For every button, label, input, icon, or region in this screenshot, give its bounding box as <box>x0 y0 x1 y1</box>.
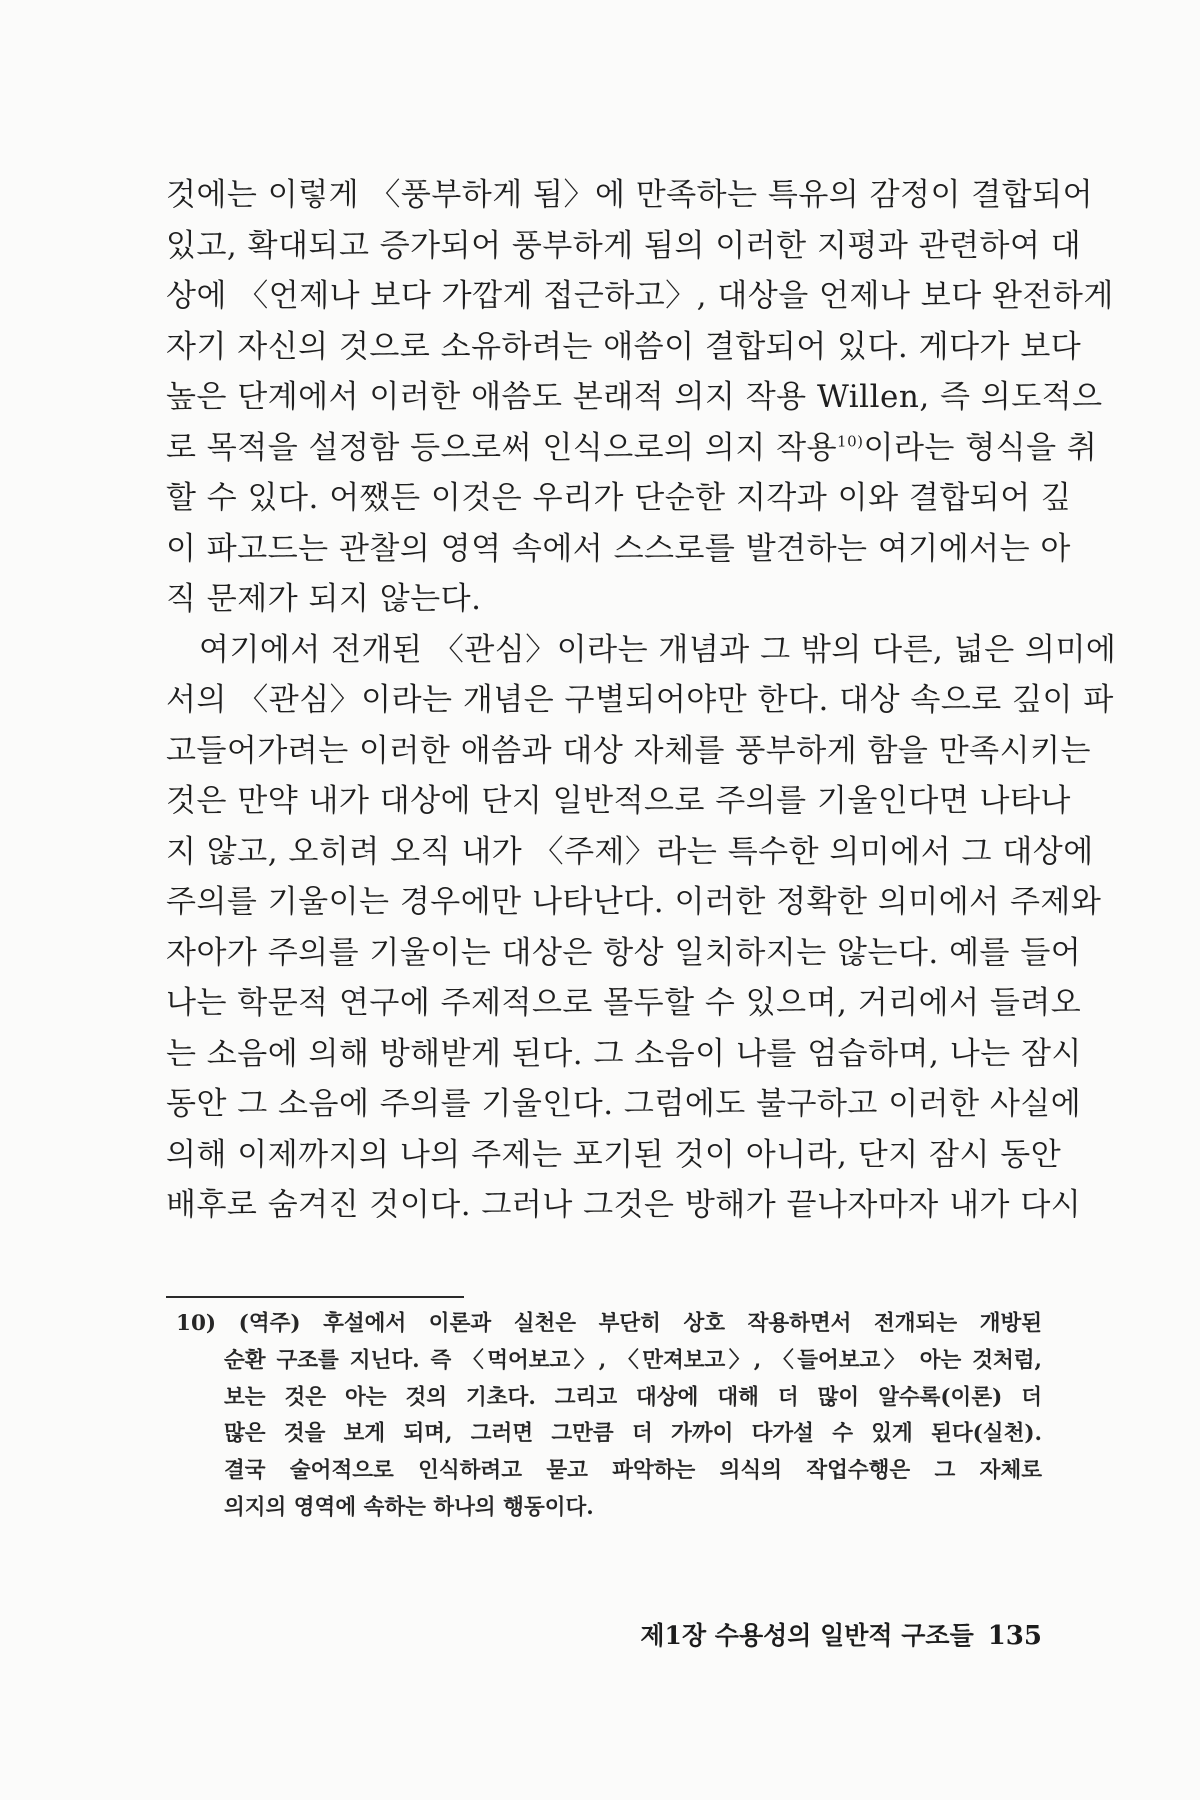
paragraph-start-line: 여기에서 전개된 〈관심〉이라는 개념과 그 밖의 다른, 넓은 의미에 <box>199 631 1117 668</box>
text-line: 동안 그 소음에 주의를 기울인다. 그럼에도 불구하고 이러한 사실에 <box>166 1086 1082 1122</box>
text-line: 상에 〈언제나 보다 가깝게 접근하고〉, 대상을 언제나 보다 완전하게 <box>166 278 1114 314</box>
text-line: 고들어가려는 이러한 애씀과 대상 자체를 풍부하게 함을 만족시키는 <box>166 732 1091 769</box>
chapter-title: 제1장 수용성의 일반적 구조들 <box>640 1621 974 1650</box>
text-line: 배후로 숨겨진 것이다. 그러나 그것은 방해가 끝나자마자 내가 다시 <box>166 1187 1082 1223</box>
text-line: 있고, 확대되고 증가되어 풍부하게 됨의 이러한 지평과 관련하여 대 <box>166 227 1082 264</box>
text-line: 주의를 기울이는 경우에만 나타난다. 이러한 정확한 의미에서 주제와 <box>166 884 1102 920</box>
text-line: 의해 이제까지의 나의 주제는 포기된 것이 아니라, 단지 잠시 동안 <box>166 1136 1062 1173</box>
text-line: 직 문제가 되지 않는다. <box>166 581 482 617</box>
footnote-line: 결국 술어적으로 인식하려고 묻고 파악하는 의식의 작업수행은 그 자체로 <box>224 1458 1042 1484</box>
footnote-line: 순환 구조를 지닌다. 즉 〈먹어보고〉, 〈만져보고〉, 〈들어보고〉 아는 것처럼, <box>224 1347 1042 1373</box>
page-number: 135 <box>987 1621 1042 1651</box>
text-line: 서의 〈관심〉이라는 개념은 구별되어야만 한다. 대상 속으로 깊이 파 <box>166 682 1114 718</box>
text-line: 는 소음에 의해 방해받게 된다. 그 소음이 나를 엄습하며, 나는 잠시 <box>166 1035 1082 1072</box>
text-line-with-footnote-ref <box>166 423 1098 474</box>
footnote-line: 보는 것은 아는 것의 기초다. 그리고 대상에 대해 더 많이 알수록(이론) 더 <box>224 1384 1042 1410</box>
text-line: 할 수 있다. 어쨌든 이것은 우리가 단순한 지각과 이와 결합되어 깊 <box>166 480 1072 516</box>
text-line: 것에는 이렇게 〈풍부하게 됨〉에 만족하는 특유의 감정이 결합되어 <box>166 177 1094 213</box>
text-line: 자아가 주의를 기울이는 대상은 항상 일치하지는 않는다. 예를 들어 <box>166 934 1082 971</box>
footnote-block <box>176 1306 1042 1527</box>
running-footer <box>622 1616 1042 1652</box>
main-text <box>166 170 1117 1231</box>
text-line: 자기 자신의 것으로 소유하려는 애씀이 결합되어 있다. 게다가 보다 <box>166 328 1082 365</box>
text-line: 높은 단계에서 이러한 애씀도 본래적 의지 작용 Willen, 즉 의도적으 <box>166 379 1103 415</box>
footnote-line: 많은 것을 보게 되며, 그러면 그만큼 더 가까이 다가설 수 있게 된다(실천). <box>224 1421 1042 1447</box>
text-line: 이 파고드는 관찰의 영역 속에서 스스로를 발견하는 여기에서는 아 <box>166 530 1071 567</box>
text-fragment: 이라는 형식을 취 <box>863 429 1098 466</box>
footnote-reference: 10) <box>837 432 864 451</box>
text-line: 나는 학문적 연구에 주제적으로 몰두할 수 있으며, 거리에서 들려오 <box>166 985 1082 1021</box>
footnote-line: 10) (역주) 후설에서 이론과 실천은 부단히 상호 작용하면서 전개되는 개방된 <box>176 1311 1042 1336</box>
footnote-divider <box>166 1296 464 1298</box>
text-line: 것은 만약 내가 대상에 단지 일반적으로 주의를 기울인다면 나타나 <box>166 783 1071 819</box>
text-fragment: 로 목적을 설정함 등으로써 인식으로의 의지 작용 <box>166 429 838 466</box>
footnote-line: 의지의 영역에 속하는 하나의 행동이다. <box>224 1494 594 1520</box>
text-line: 지 않고, 오히려 오직 내가 〈주제〉라는 특수한 의미에서 그 대상에 <box>166 833 1094 870</box>
